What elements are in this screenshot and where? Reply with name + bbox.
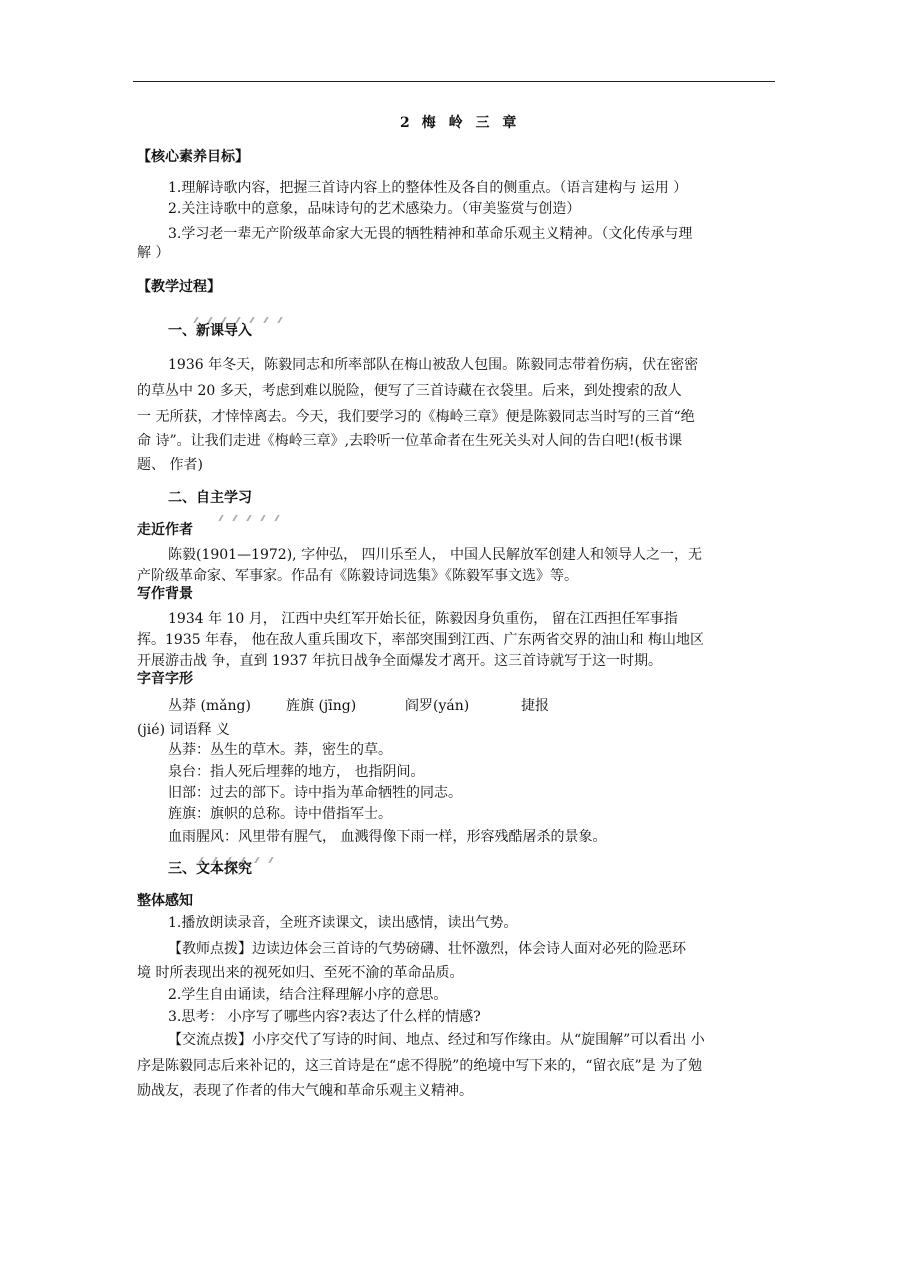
intro-line: 1936 年冬天，陈毅同志和所率部队在梅山被敌人包围。陈毅同志带着伤病，伏在密密 [168,357,699,373]
pronunciation-item: 阎罗(yán) [405,698,470,714]
page-title [400,114,520,132]
author-line: 产阶级革命家、军事家。作品有《陈毅诗词选集》《陈毅军事文选》等。 [137,568,578,584]
intro-line: 题、 作者) [137,457,203,473]
author-line: 陈毅(1901—1972), 字仲弘， 四川乐至人， 中国人民解放军创建人和领导人之一，无 [168,547,702,563]
heading-decoration [220,506,290,512]
section-heading-explore: 三、文本探究 [168,861,252,877]
background-line: 开展游击战 争，直到 1937 年抗日战争全面爆发才离开。这三首诗就写于这一时期。 [137,653,662,669]
intro-line: 的草丛中 20 多天，考虑到难以脱险，便写了三首诗藏在衣袋里。后来，到处搜索的敌人 [137,383,682,399]
definition-item: 旧部：过去的部下。诗中指为革命牺牲的同志。 [168,785,462,801]
explore-line: 序是陈毅同志后来补记的，这三首诗是在“虑不得脱”的绝境中写下来的，“留衣底”是 为了勉 [137,1058,703,1074]
words-line: (jié) 词语释 义 [137,722,230,738]
explore-line: 境 时所表现出来的视死如归、至死不渝的革命品质。 [137,965,464,981]
background-line: 1934 年 10 月， 江西中央红军开始长征，陈毅因身负重伤， 留在江西担任军事指 [168,611,678,627]
definition-item: 旌旗：旗帜的总称。诗中借指军士。 [168,806,392,822]
explore-line: 1.播放朗读录音，全班齐读课文，读出感情，读出气势。 [168,915,518,931]
background-line: 挥。1935 年春， 他在敌人重兵围攻下，率部突围到江西、广东两省交界的油山和 梅山地区 [137,632,704,648]
explore-line: 励战友，表现了作者的伟大气魄和革命乐观主义精神。 [137,1083,473,1099]
definition-item: 泉台：指人死后埋葬的地方， 也指阴间。 [168,764,425,780]
intro-line: 一 无所获，才悻悻离去。今天，我们要学习的《梅岭三章》便是陈毅同志当时写的三首“绝 [137,409,695,425]
pronunciation-item: 捷报 [521,698,549,714]
goal-item: 2.关注诗歌中的意象，品味诗句的艺术感染力。（审美鉴赏与创造） [168,201,581,217]
heading-decoration [200,848,284,854]
explore-line: 【教师点拨】边读边体会三首诗的气势磅礴、壮怀激烈，体会诗人面对必死的险恶环 [168,941,686,957]
explore-line: 3.思考： 小序写了哪些内容?表达了什么样的情感? [168,1009,481,1025]
goal-item: 解 ） [137,245,170,261]
process-heading: 【教学过程】 [137,279,221,295]
goal-item: 1.理解诗歌内容，把握三首诗内容上的整体性及各自的侧重点。（语言建构与 运用 ） [168,180,688,196]
header-rule [133,81,775,82]
pronunciation-item: 丛莽 (mǎng) [168,698,251,714]
explore-line: 【交流点拨】小序交代了写诗的时间、地点、经过和写作缘由。从“旋围解”可以看出 小 [168,1032,705,1048]
lesson-number: 2 [400,115,414,131]
intro-line: 命 诗”。让我们走进《梅岭三章》,去聆听一位革命者在生死关头对人间的告白吧!(板书课 [137,433,683,449]
definition-item: 血雨腥风：风里带有腥气， 血溅得像下雨一样，形容残酷屠杀的景象。 [168,829,607,845]
subheading-author: 走近作者 [137,522,193,538]
section-heading-intro: 一、新课导入 [168,323,252,339]
section-heading-self-study: 二、自主学习 [168,490,252,506]
subheading-overall: 整体感知 [137,893,193,909]
goals-heading: 【核心素养目标】 [137,149,249,165]
goal-item: 3.学习老一辈无产阶级革命家大无畏的牺牲精神和革命乐观主义精神。（文化传承与理 [168,226,693,242]
pronunciation-item: 旌旗 (jīng) [286,698,357,714]
explore-line: 2.学生自由诵读，结合注释理解小序的意思。 [168,987,448,1003]
subheading-words: 字音字形 [137,671,193,687]
definition-item: 丛莽：丛生的草木。莽，密生的草。 [168,742,392,758]
subheading-background: 写作背景 [137,586,193,602]
lesson-title: 梅 岭 三 章 [421,115,521,131]
heading-decoration [195,308,293,314]
